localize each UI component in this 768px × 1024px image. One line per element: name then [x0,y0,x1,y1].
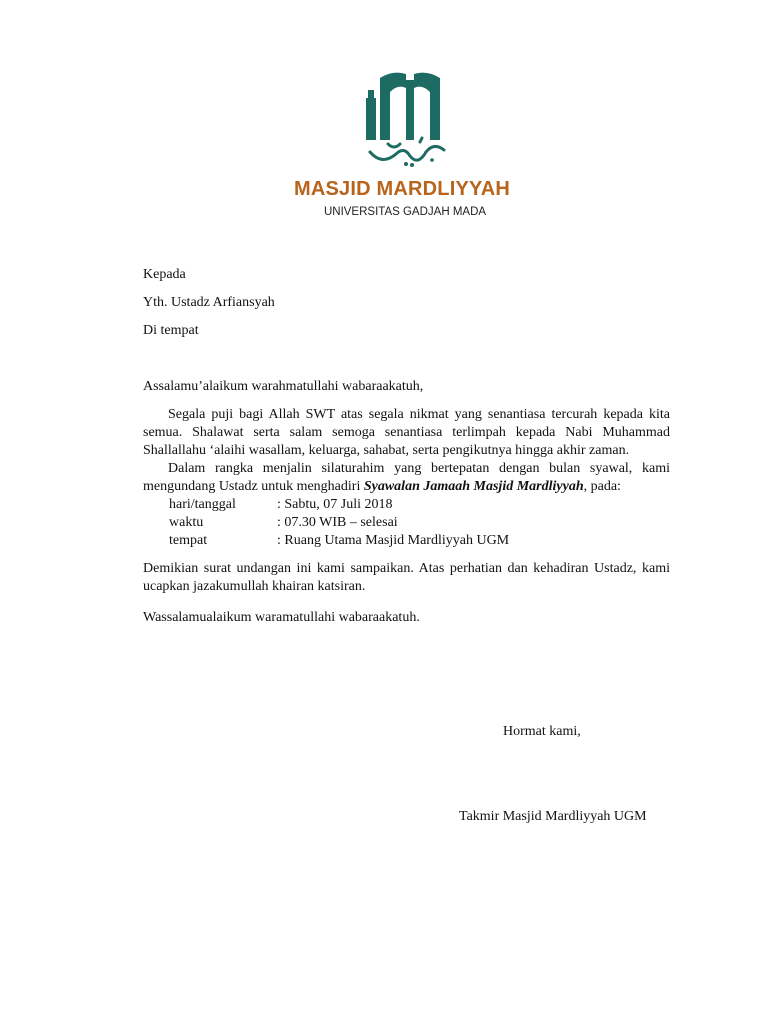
detail-label: tempat [169,533,208,548]
closing-paragraph: Demikian surat undangan ini kami sampaikan. Atas perhatian dan kehadiran Ustadz, kami ucapkan jazakumullah khairan katsiran. [143,561,670,594]
signature-salutation: Hormat kami, [503,724,581,739]
invitation-text: Dalam rangka menjalin silaturahim yang bertepatan dengan bulan syawal, kami mengundang Ustadz untuk menghadiri [143,461,670,494]
organization-name: MASJID MARDLIYYAH [293,178,511,200]
closing-farewell: Wassalamualaikum waramatullahi wabaraakatuh. [143,610,420,625]
signature-signer: Takmir Masjid Mardliyyah UGM [459,809,647,824]
organization-subtitle: UNIVERSITAS GADJAH MADA [323,206,487,218]
detail-row-time [169,514,398,532]
detail-row-place [169,532,509,550]
opening-greeting: Assalamu’alaikum warahmatullahi wabaraakatuh, [143,379,424,394]
invitation-text-end: , pada: [583,479,621,494]
recipient-line-name: Yth. Ustadz Arfiansyah [143,295,275,310]
masjid-mardliyyah-logo-icon [360,70,452,170]
recipient-line-kepada: Kepada [143,267,186,282]
body-paragraph-1: Segala puji bagi Allah SWT atas segala nikmat yang senantiasa tercurah kepada kita semua. Shalawat serta salam semoga senantiasa terlimpah kepada Nabi Muhammad Shallallahu ‘alaihi wasallam, keluarga, sahabat, serta pengikutnya hingga akhir zaman. [143,407,670,458]
detail-value: : Ruang Utama Masjid Mardliyyah UGM [277,533,510,548]
detail-row-date [169,496,393,514]
body-paragraph-2 [143,460,670,496]
recipient-line-place: Di tempat [143,323,199,338]
detail-value: : Sabtu, 07 Juli 2018 [277,497,393,512]
event-name: Syawalan Jamaah Masjid Mardliyyah [363,479,584,494]
detail-label: hari/tanggal [169,497,236,512]
detail-value: : 07.30 WIB – selesai [277,515,398,530]
detail-label: waktu [169,515,204,530]
